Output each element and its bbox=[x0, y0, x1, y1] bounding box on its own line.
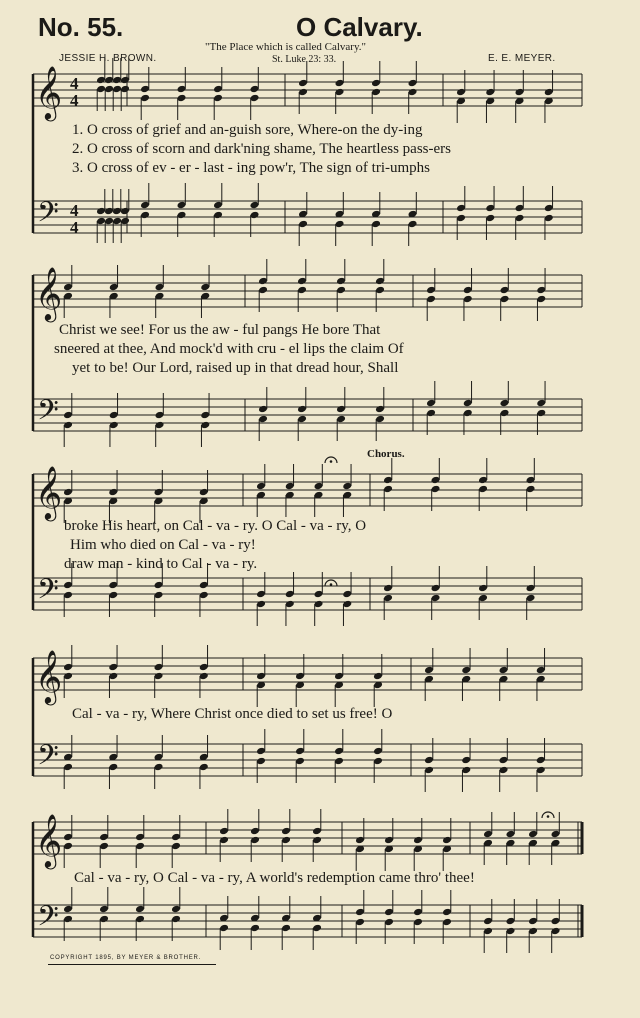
time-signature-bottom: 4 bbox=[70, 218, 79, 237]
lyric-line-s2-v2: sneered at thee, And mock'd with cru - el lips the claim Of bbox=[54, 341, 404, 357]
time-signature-bottom: 4 bbox=[70, 91, 79, 110]
lyric-line-s5-v1: Cal - va - ry, O Cal - va - ry, A world's redemption came thro' thee! bbox=[74, 870, 475, 886]
chorus-label: Chorus. bbox=[367, 448, 405, 460]
lyricist: JESSIE H. BROWN. bbox=[59, 53, 157, 64]
time-signature-top: 4 bbox=[70, 74, 79, 93]
composer: E. E. MEYER. bbox=[488, 53, 556, 64]
time-signature-top: 4 bbox=[70, 201, 79, 220]
treble-clef-icon: 𝄞 bbox=[35, 266, 63, 320]
lyric-line-s3-v3: draw man - kind to Cal - va - ry. bbox=[64, 556, 258, 572]
bass-clef-icon: 𝄢 bbox=[37, 196, 59, 236]
lyric-line-s1-v2: 2. O cross of scorn and dark'ning shame, The heartless pass-ers bbox=[72, 141, 451, 157]
fermata-dot bbox=[330, 583, 333, 586]
lyric-line-s4-v1: Cal - va - ry, Where Christ once died to set us free! O bbox=[72, 706, 393, 722]
bass-clef-icon: 𝄢 bbox=[37, 573, 59, 613]
lyric-line-s3-v2: Him who died on Cal - va - ry! bbox=[70, 537, 256, 553]
treble-clef-icon: 𝄞 bbox=[35, 813, 63, 867]
fermata-dot bbox=[547, 815, 550, 818]
hymn-number: No. 55. bbox=[38, 12, 124, 42]
lyric-line-s2-v3: yet to be! Our Lord, raised up in that dread hour, Shall bbox=[72, 360, 399, 376]
scripture-reference: St. Luke 23: 33. bbox=[272, 54, 337, 65]
lyric-line-s3-v1: broke His heart, on Cal - va - ry. O Cal - va - ry, O bbox=[64, 518, 367, 534]
copyright-notice: COPYRIGHT 1895, BY MEYER & BROTHER. bbox=[50, 955, 202, 961]
treble-clef-icon: 𝄞 bbox=[35, 465, 63, 519]
lyric-line-s1-v1: 1. O cross of grief and an-guish sore, Where-on the dy-ing bbox=[72, 122, 423, 138]
scripture-quote: "The Place which is called Calvary." bbox=[205, 41, 366, 53]
bass-clef-icon: 𝄢 bbox=[37, 900, 59, 940]
bass-clef-icon: 𝄢 bbox=[37, 739, 59, 779]
treble-clef-icon: 𝄞 bbox=[35, 649, 63, 703]
fermata-dot bbox=[330, 460, 333, 463]
hymn-title: O Calvary. bbox=[296, 12, 423, 42]
copyright-rule bbox=[48, 964, 216, 965]
bass-clef-icon: 𝄢 bbox=[37, 394, 59, 434]
lyric-line-s1-v3: 3. O cross of ev - er - last - ing pow'r, The sign of tri-umphs bbox=[72, 160, 431, 176]
lyric-line-s2-v1: Christ we see! For us the aw - ful pangs He bore That bbox=[59, 322, 381, 338]
treble-clef-icon: 𝄞 bbox=[35, 65, 63, 119]
